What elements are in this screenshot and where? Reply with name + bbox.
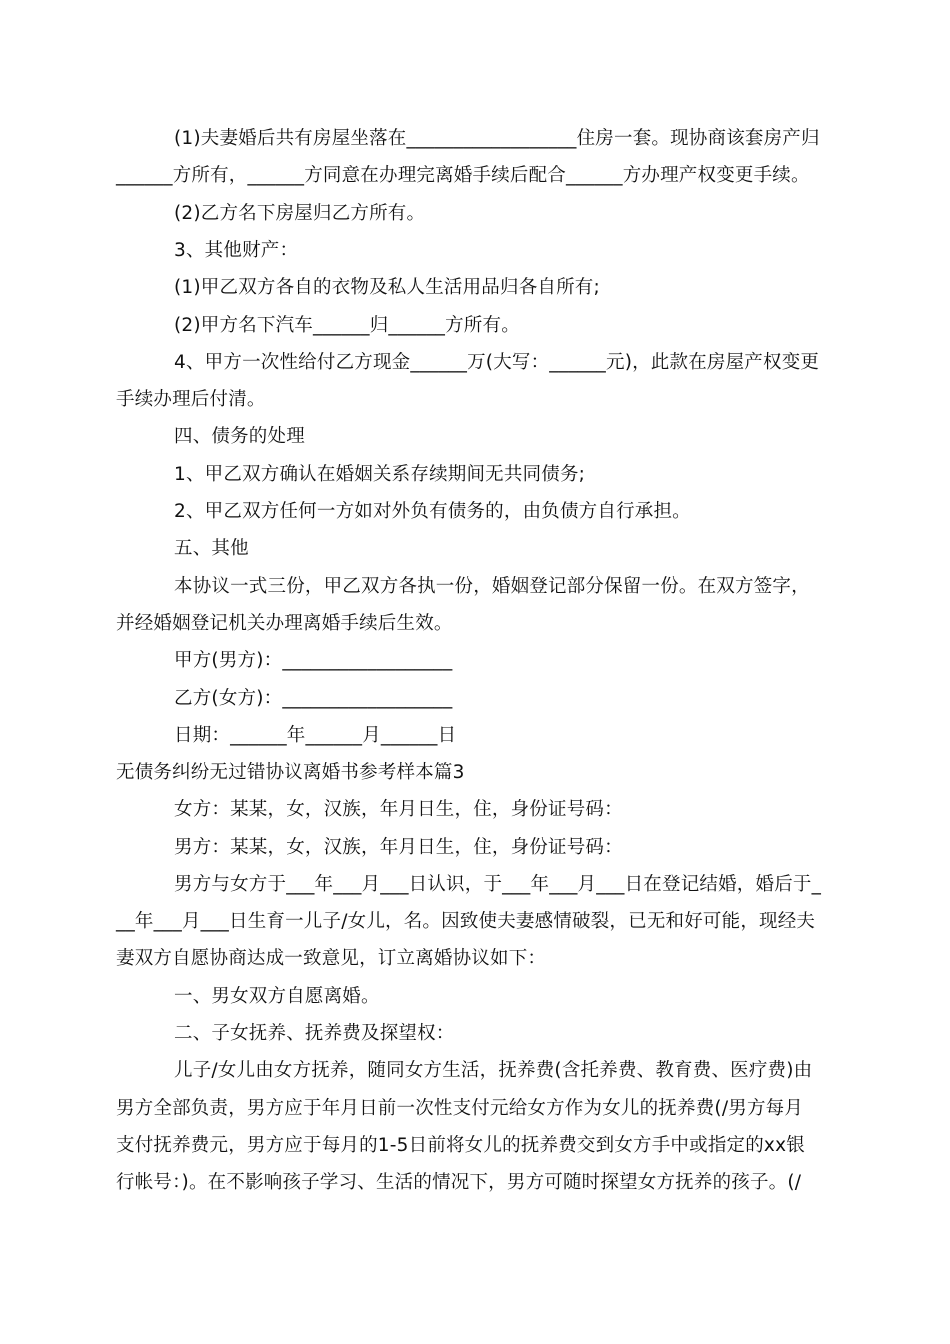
section-heading: 3、其他财产： [174,240,299,261]
paragraph-line: 妻双方自愿协商达成一致意见，订立离婚协议如下： [116,948,547,969]
paragraph-line: (1)甲乙双方各自的衣物及私人生活用品归各自所有; [174,277,600,298]
paragraph-line: (1)夫妻婚后共有房屋坐落在__________________住房一套。现协商该套房产归 [174,128,820,149]
paragraph-line: 儿子/女儿由女方抚养，随同女方生活，抚养费(含托养费、教育费、医疗费)由 [174,1060,813,1081]
paragraph-line: 行帐号：)。在不影响孩子学习、生活的情况下，男方可随时探望女方抚养的孩子。(/ [116,1172,802,1193]
signature-line-party-b: 乙方(女方)：__________________ [174,688,453,709]
paragraph-line: 女方：某某，女，汉族，年月日生，住，身份证号码： [174,799,623,820]
paragraph-line: 男方与女方于___年___月___日认识，于___年___月___日在登记结婚，婚后于_ [174,874,822,895]
paragraph-line: 2、甲乙双方任何一方如对外负有债务的，由负债方自行承担。 [174,501,691,522]
section-heading: 五、其他 [174,538,249,559]
signature-line-party-a: 甲方(男方)：__________________ [174,650,453,671]
date-line: 日期：______年______月______日 [174,725,457,746]
paragraph-line: 本协议一式三份，甲乙双方各执一份，婚姻登记部分保留一份。在双方签字， [174,576,810,597]
paragraph-line: __年___月___日生育一儿子/女儿，名。因致使夫妻感情破裂，已无和好可能，现经夫 [116,911,816,932]
section-heading: 一、男女双方自愿离婚。 [174,986,380,1007]
paragraph-line: (2)甲方名下汽车______归______方所有。 [174,315,520,336]
section-heading: 四、债务的处理 [174,426,305,447]
paragraph-line: ______方所有，______方同意在办理完离婚手续后配合______方办理产权变更手续。 [116,165,810,186]
paragraph-line: 支付抚养费元，男方应于每月的1-5日前将女儿的抚养费交到女方手中或指定的xx银 [116,1135,805,1156]
document-title: 无债务纠纷无过错协议离婚书参考样本篇3 [116,762,465,783]
section-heading: 二、子女抚养、抚养费及探望权： [174,1023,455,1044]
paragraph-line: 并经婚姻登记机关办理离婚手续后生效。 [116,613,453,634]
paragraph-line: 手续办理后付清。 [116,389,266,410]
paragraph-line: (2)乙方名下房屋归乙方所有。 [174,203,426,224]
paragraph-line: 1、甲乙双方确认在婚姻关系存续期间无共同债务; [174,464,586,485]
paragraph-line: 男方全部负责，男方应于年月日前一次性支付元给女方作为女儿的抚养费(/男方每月 [116,1098,804,1119]
paragraph-line: 4、甲方一次性给付乙方现金______万(大写：______元)，此款在房屋产权变更 [174,352,820,373]
paragraph-line: 男方：某某，女，汉族，年月日生，住，身份证号码： [174,837,623,858]
